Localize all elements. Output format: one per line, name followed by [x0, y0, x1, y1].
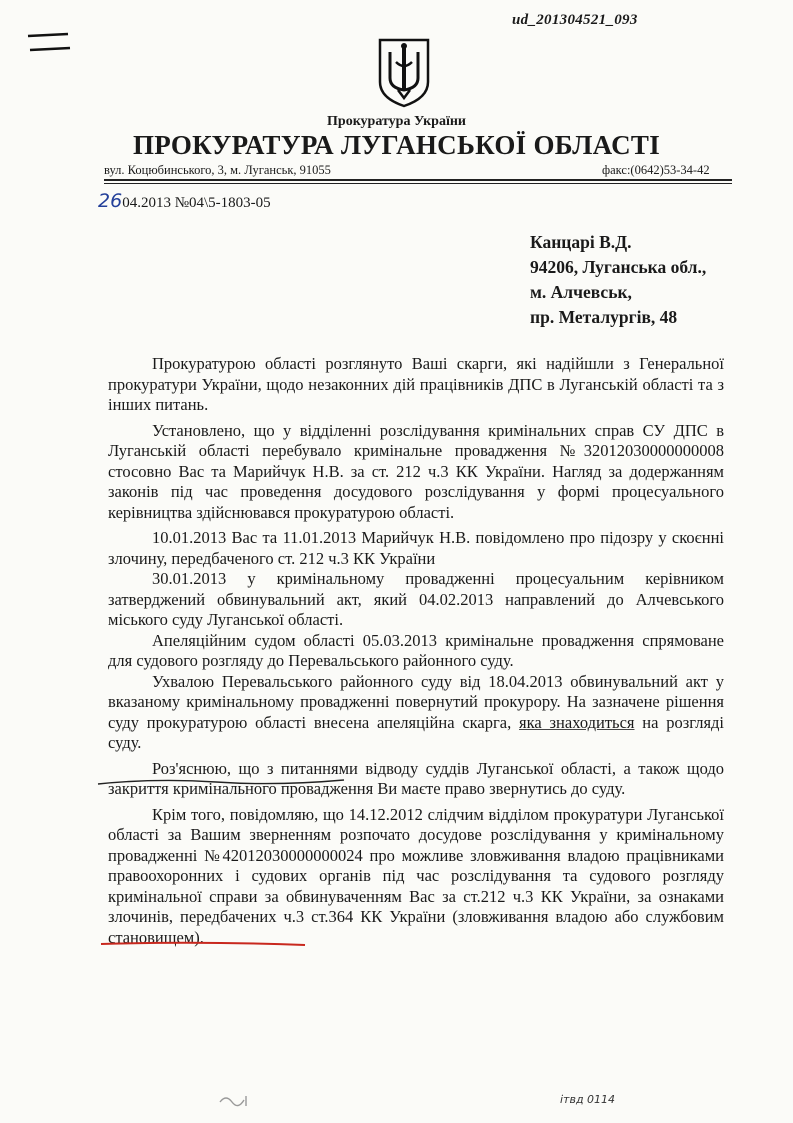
paragraph-6	[108, 672, 724, 754]
addressee-postcode-region: 94206, Луганська обл.,	[530, 257, 707, 277]
margin-mark-icon	[24, 28, 76, 58]
addressee-block	[530, 230, 706, 330]
agency-name-small: Прокуратура України	[327, 114, 466, 129]
paragraph-2: Установлено, що у відділенні розслідування кримінальних справ СУ ДПС в Луганській області перебувало кримінальне провадження №32012030000000008 стосовно Вас та Марийчук Н.В. за ст. 212 ч.3 КК України. Нагляд за додержанням законів під час проведення досудового розслідування у формі процесуального керівництва здійснювався прокуратурою області.	[108, 420, 724, 522]
paragraph-8-end: про можливе зловживання владою працівниками правоохоронних і судових органів під час розслідування та судового розгляду кримінальної справи за обвинуваченням Вас за ст.212 ч.3 КК України, за ознаками злочинів, передбачених ч.3 ст.364 КК України (зловживання владою або службовим становищем).	[108, 845, 724, 947]
trident-emblem-icon	[376, 36, 432, 108]
proceeding-number: №42012030000000024	[204, 845, 363, 865]
footer-handwritten-mark: ітвд 0114	[560, 1093, 616, 1106]
header-divider	[104, 179, 732, 181]
agency-fax: факс:(0642)53-34-42	[602, 163, 710, 177]
paragraph-7: Роз'яснюю, що з питаннями відводу суддів Луганської області, а також щодо закриття кримінального провадження Ви маєте право звернутись до суду.	[108, 758, 724, 798]
addressee-name: Канцарі В.Д.	[530, 232, 632, 252]
paragraph-8	[108, 805, 724, 949]
addressee-street: пр. Металургів, 48	[530, 307, 678, 327]
paragraph-6-underlined: яка знаходиться	[519, 712, 635, 732]
agency-name-large: ПРОКУРАТУРА ЛУГАНСЬКОЇ ОБЛАСТІ	[132, 130, 661, 160]
red-underline-mark	[100, 940, 306, 948]
letter-body	[108, 354, 724, 953]
scribble-mark	[216, 1090, 256, 1108]
paragraph-6-end: на розгляді суду.	[108, 712, 725, 752]
hand-underline-mark	[96, 776, 346, 788]
agency-address: вул. Коцюбинського, 3, м. Луганськ, 91055	[104, 163, 331, 177]
document-id: ud_201304521_093	[512, 12, 638, 28]
paragraph-4: 30.01.2013 у кримінальному провадженні процесуальним керівником затверджений обвинувальний акт, який 04.02.2013 направлений до Алчевського міського суду Луганської області.	[108, 569, 724, 629]
reference-day-handwritten: 26	[98, 190, 123, 212]
addressee-city: м. Алчевськ,	[530, 282, 632, 302]
paragraph-8-text: Крім того, повідомляю, що 14.12.2012 слідчим відділом прокуратури Луганської області за Вашим зверненням розпочато досудове розслідування у кримінальному провадженні	[108, 804, 724, 865]
reference-line	[98, 190, 271, 212]
paragraph-3: 10.01.2013 Вас та 11.01.2013 Марийчук Н.В. повідомлено про підозру у скоєнні злочину, передбаченого ст. 212 ч.3 КК України	[108, 528, 724, 568]
paragraph-5: Апеляційним судом області 05.03.2013 кримінальне провадження спрямоване для судового розгляду до Перевальського районного суду.	[108, 630, 724, 670]
paragraph-1: Прокуратурою області розглянуто Ваші скарги, які надійшли з Генеральної прокуратури України, щодо незаконних дій працівників ДПС в Луганській області та з інших питань.	[108, 354, 724, 414]
reference-number: 04.2013 №04\5-1803-05	[122, 195, 271, 211]
paragraph-6-text: Ухвалою Перевальського районного суду від 18.04.2013 обвинувальний акт у вказаному кримінальному провадженні повернутий прокурору. На зазначене рішення суду прокуратурою області внесена апеляційна скарга,	[108, 671, 724, 732]
header-divider-thin	[104, 183, 732, 184]
